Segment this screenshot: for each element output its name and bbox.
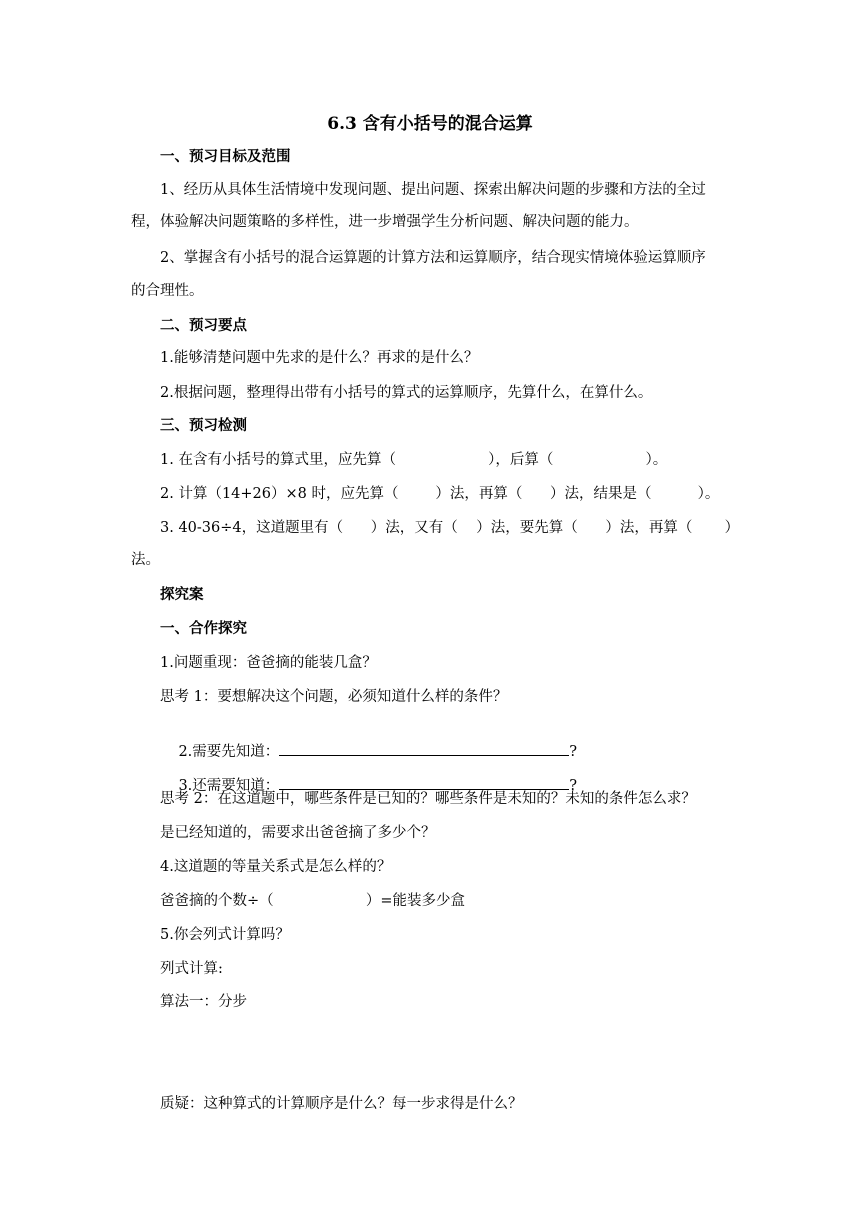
item-2-label: 2.需要先知道： xyxy=(178,744,280,760)
goal-1-line-1: 1、经历从具体生活情境中发现问题、提出问题、探索出解决问题的步骤和方法的全过 xyxy=(160,182,706,198)
page-title: 6.3 含有小括号的混合运算 xyxy=(327,114,533,134)
item-3-suffix: ? xyxy=(569,778,578,794)
item-2-suffix: ? xyxy=(569,744,578,760)
check-question-3-line-2: 法。 xyxy=(131,552,160,568)
section-heading-key-points: 二、预习要点 xyxy=(160,317,247,334)
explore-heading: 探究案 xyxy=(160,586,204,603)
goal-2-line-2: 的合理性。 xyxy=(131,283,204,299)
explore-think-2: 思考 2：在这道题中，哪些条件是已知的？哪些条件是未知的？未知的条件怎么求？ xyxy=(160,791,696,807)
explore-subheading: 一、合作探究 xyxy=(160,620,247,637)
item-2-blank xyxy=(279,741,569,756)
item-3-blank xyxy=(279,775,569,790)
key-point-1: 1.能够清楚问题中先求的是什么？再求的是什么？ xyxy=(160,350,479,366)
section-heading-preview-goals: 一、预习目标及范围 xyxy=(160,148,291,165)
explore-item-1: 1.问题重现：爸爸摘的能装几盒？ xyxy=(160,655,377,671)
section-heading-preview-check: 三、预习检测 xyxy=(160,417,247,434)
goal-1-line-2: 程，体验解决问题策略的多样性，进一步增强学生分析问题、解决问题的能力。 xyxy=(131,214,639,230)
calc-label: 列式计算: xyxy=(160,961,223,977)
goal-2-line-1: 2、掌握含有小括号的混合运算题的计算方法和运算顺序，结合现实情境体验运算顺序 xyxy=(160,250,706,266)
check-question-3-line-1: 3. 40-36÷4，这道题里有（ ）法，又有（ ）法，要先算（ ）法，再算（ ） xyxy=(160,520,740,536)
check-question-2: 2. 计算（14+26）×8 时，应先算（ ）法，再算（ ）法，结果是（ ）。 xyxy=(160,486,720,502)
method-1: 算法一：分步 xyxy=(160,994,247,1010)
check-question-1: 1. 在含有小括号的算式里，应先算（ ），后算（ ）。 xyxy=(160,452,668,468)
question-prompt: 质疑：这种算式的计算顺序是什么？每一步求得是什么？ xyxy=(160,1096,523,1112)
explore-item-4: 4.这道题的等量关系式是怎么样的？ xyxy=(160,859,392,875)
explore-item-5: 5.你会列式计算吗？ xyxy=(160,927,290,943)
explore-think-1: 思考 1：要想解决这个问题，必须知道什么样的条件？ xyxy=(160,689,508,705)
key-point-2: 2.根据问题，整理得出带有小括号的算式的运算顺序，先算什么，在算什么。 xyxy=(160,385,653,401)
item-3-label: 3.还需要知道： xyxy=(178,778,280,794)
explore-think-2-continued: 是已经知道的，需要求出爸爸摘了多少个？ xyxy=(160,825,436,841)
relation-formula: 爸爸摘的个数÷（ ）=能装多少盒 xyxy=(160,893,465,909)
